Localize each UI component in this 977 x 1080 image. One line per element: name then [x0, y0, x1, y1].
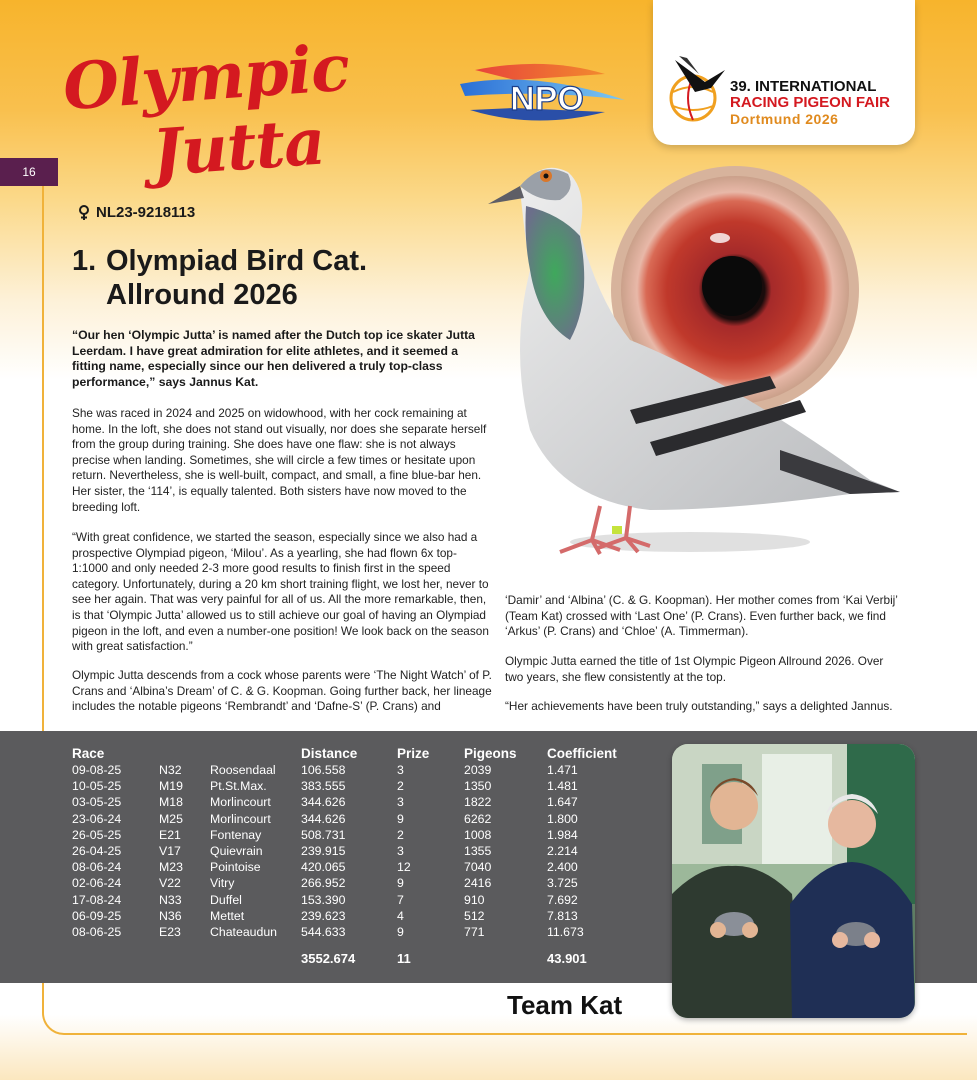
page-number: 16	[0, 158, 58, 186]
cell-distance: 153.390	[301, 892, 346, 907]
cell-location: Pointoise	[210, 860, 261, 875]
cell-location: Roosendaal	[210, 763, 276, 778]
header-distance: Distance	[301, 746, 358, 761]
fair-logo-box	[653, 0, 915, 145]
npo-logo	[455, 60, 630, 128]
cell-coefficient: 3.725	[547, 876, 578, 891]
cell-distance: 239.915	[301, 844, 346, 859]
cell-prize: 12	[397, 860, 411, 875]
cell-code: V22	[159, 876, 181, 891]
cell-location: Morlincourt	[210, 811, 271, 826]
cell-pigeons: 7040	[464, 860, 492, 875]
cell-pigeons: 1350	[464, 779, 492, 794]
cell-pigeons: 2416	[464, 876, 492, 891]
cell-code: E21	[159, 827, 181, 842]
cell-location: Quievrain	[210, 844, 263, 859]
table-row	[72, 794, 627, 810]
cell-prize: 2	[397, 827, 404, 842]
cell-coefficient: 1.800	[547, 811, 578, 826]
cell-code: V17	[159, 844, 181, 859]
cell-distance: 344.626	[301, 795, 346, 810]
total-blank-1	[72, 940, 159, 966]
paragraph-2: “With great confidence, we started the season, especially since we also had a prospective Olympiad pigeon, ‘Milou’. As a yearling, she had flown 6x top-1:1000 and only needed 2-3 more good results to finish first in the speed category. Unfortunately, during a 20 km short training flight, we lost her, never to see her again. That was very painful for all of us. All the more remarkable, then, is that ‘Olympic Jutta’ allowed us to still achieve our goal of having an Olympiad pigeon in the loft, and even a number-one position! We look back on the season with great satisfaction.”	[72, 530, 489, 654]
fair-text	[730, 79, 890, 127]
table-row	[72, 875, 627, 891]
cell-coefficient: 7.813	[547, 908, 578, 923]
cell-distance: 266.952	[301, 876, 346, 891]
header-blank-2	[210, 745, 301, 762]
cell-coefficient: 2.214	[547, 844, 578, 859]
totals-row	[72, 940, 627, 966]
ring-number-row	[78, 204, 195, 221]
paragraph-4: ‘Damir’ and ‘Albina’ (C. & G. Koopman). Her mother comes from ‘Kai Verbij’ (Team Kat) crossed with ‘Last One’ (P. Crans). Even further back, we find ‘Arkus’ (P. Crans) and ‘Chloe’ (A. Timmerman).	[505, 593, 898, 639]
cell-location: Chateaudun	[210, 924, 278, 939]
cell-prize: 9	[397, 924, 404, 939]
cell-date: 08-06-24	[72, 860, 122, 875]
results-header-row	[72, 745, 627, 762]
header-coefficient: Coefficient	[547, 746, 617, 761]
header-blank-1	[159, 745, 210, 762]
paragraph-1: She was raced in 2024 and 2025 on widowhood, with her cock remaining at home. In the loft, she does not stand out visually, nor does she separate herself from the group during training. She does have one flaw: she is not always precise when landing. Sometimes, she will circle a few times or hesitate upon return. Nevertheless, she is well-built, compact, and small, a fine blue-bar hen. Her sister, the ‘114’, is equally talented. Both sisters have now moved to the breeding loft.	[72, 406, 487, 514]
cell-location: Mettet	[210, 908, 245, 923]
cell-coefficient: 2.400	[547, 860, 578, 875]
title	[59, 30, 369, 211]
cell-location: Duffel	[210, 892, 242, 907]
heading-line-1: Olympiad Bird Cat.	[106, 245, 368, 277]
cell-location: Vitry	[210, 876, 235, 891]
paragraph-3: Olympic Jutta descends from a cock whose parents were ‘The Night Watch’ of P. Crans and ‘Albina’s Dream’ of C. & G. Koopman. Going further back, her lineage includes the notable pigeons ‘Rembrandt’ and ‘Dafne-S’ (P. Crans) and	[72, 668, 492, 714]
cell-prize: 3	[397, 844, 404, 859]
ring-number: NL23-9218113	[96, 204, 196, 221]
paragraph-5: Olympic Jutta earned the title of 1st Olympic Pigeon Allround 2026. Over two years, she flew consistently at the top.	[505, 654, 884, 684]
cell-date: 08-06-25	[72, 924, 122, 939]
fair-line-2: RACING PIGEON FAIR	[730, 94, 891, 111]
cell-prize: 7	[397, 892, 404, 907]
intro-quote: “Our hen ‘Olympic Jutta’ is named after the Dutch top ice skater Jutta Leerdam. I have great admiration for elite athletes, and it seemed a fitting name, especially since our hen delivered a truly top-class performance,” says Jannus Kat.	[72, 328, 475, 389]
table-row	[72, 924, 627, 940]
cell-prize: 9	[397, 811, 404, 826]
cell-date: 10-05-25	[72, 779, 122, 794]
cell-code: M19	[159, 779, 183, 794]
cell-date: 26-05-25	[72, 827, 122, 842]
cell-date: 09-08-25	[72, 763, 122, 778]
pigeon-and-eye-photo	[480, 150, 910, 570]
cell-code: N32	[159, 763, 182, 778]
cell-coefficient: 1.647	[547, 795, 578, 810]
total-coefficient: 43.901	[547, 950, 587, 966]
total-prize: 11	[397, 950, 411, 966]
cell-distance: 508.731	[301, 827, 346, 842]
cell-coefficient: 1.984	[547, 827, 578, 842]
cell-coefficient: 1.471	[547, 763, 578, 778]
cell-pigeons: 771	[464, 924, 485, 939]
header-prize: Prize	[397, 746, 430, 761]
header-pigeons: Pigeons	[464, 746, 517, 761]
cell-distance: 544.633	[301, 924, 346, 939]
cell-code: N33	[159, 892, 182, 907]
cell-location: Morlincourt	[210, 795, 271, 810]
cell-pigeons: 512	[464, 908, 485, 923]
cell-coefficient: 11.673	[547, 924, 584, 939]
team-photo	[672, 744, 915, 1018]
cell-pigeons: 6262	[464, 811, 492, 826]
fair-line-3: Dortmund 2026	[730, 111, 839, 127]
cell-distance: 420.065	[301, 860, 346, 875]
total-blank-2	[159, 940, 210, 966]
cell-distance: 344.626	[301, 811, 346, 826]
total-distance: 3552.674	[301, 950, 356, 966]
cell-prize: 4	[397, 908, 404, 923]
table-row	[72, 811, 627, 827]
cell-pigeons: 1822	[464, 795, 492, 810]
table-row	[72, 892, 627, 908]
table-row	[72, 843, 627, 859]
cell-prize: 2	[397, 779, 404, 794]
fair-line-1: 39. INTERNATIONAL	[730, 78, 877, 95]
cell-location: Pt.St.Max.	[210, 779, 267, 794]
npo-logo-text: NPO	[510, 80, 584, 118]
cell-code: E23	[159, 924, 181, 939]
flying-pigeon-globe-icon	[665, 52, 731, 128]
cell-coefficient: 7.692	[547, 892, 578, 907]
cell-distance: 106.558	[301, 763, 346, 778]
cell-date: 23-06-24	[72, 811, 122, 826]
heading-line-2: Allround 2026	[106, 279, 298, 311]
table-row	[72, 762, 627, 778]
table-row	[72, 778, 627, 794]
results-table	[72, 745, 627, 966]
female-icon	[78, 205, 90, 221]
cell-prize: 3	[397, 763, 404, 778]
award-heading	[72, 244, 367, 312]
cell-pigeons: 1008	[464, 827, 492, 842]
cell-code: N36	[159, 908, 182, 923]
table-row	[72, 827, 627, 843]
cell-date: 02-06-24	[72, 876, 122, 891]
paragraph-6: “Her achievements have been truly outstanding,” says a delighted Jannus.	[505, 699, 893, 713]
cell-prize: 9	[397, 876, 404, 891]
total-blank-3	[210, 940, 301, 966]
cell-pigeons: 2039	[464, 763, 492, 778]
cell-distance: 239.623	[301, 908, 346, 923]
cell-pigeons: 910	[464, 892, 485, 907]
cell-distance: 383.555	[301, 779, 346, 794]
title-line-2: Jutta	[149, 104, 327, 192]
cell-date: 06-09-25	[72, 908, 122, 923]
cell-pigeons: 1355	[464, 844, 492, 859]
heading-number: 1.	[72, 245, 97, 277]
cell-code: M23	[159, 860, 183, 875]
table-row	[72, 908, 627, 924]
cell-prize: 3	[397, 795, 404, 810]
cell-date: 03-05-25	[72, 795, 122, 810]
table-row	[72, 859, 627, 875]
header-race: Race	[72, 746, 105, 761]
cell-date: 26-04-25	[72, 844, 122, 859]
cell-code: M18	[159, 795, 183, 810]
cell-location: Fontenay	[210, 827, 262, 842]
title-line-1: Olympic	[60, 30, 352, 126]
cell-date: 17-08-24	[72, 892, 122, 907]
total-blank-4	[464, 940, 547, 966]
cell-coefficient: 1.481	[547, 779, 578, 794]
team-label: Team Kat	[507, 990, 623, 1020]
cell-code: M25	[159, 811, 183, 826]
